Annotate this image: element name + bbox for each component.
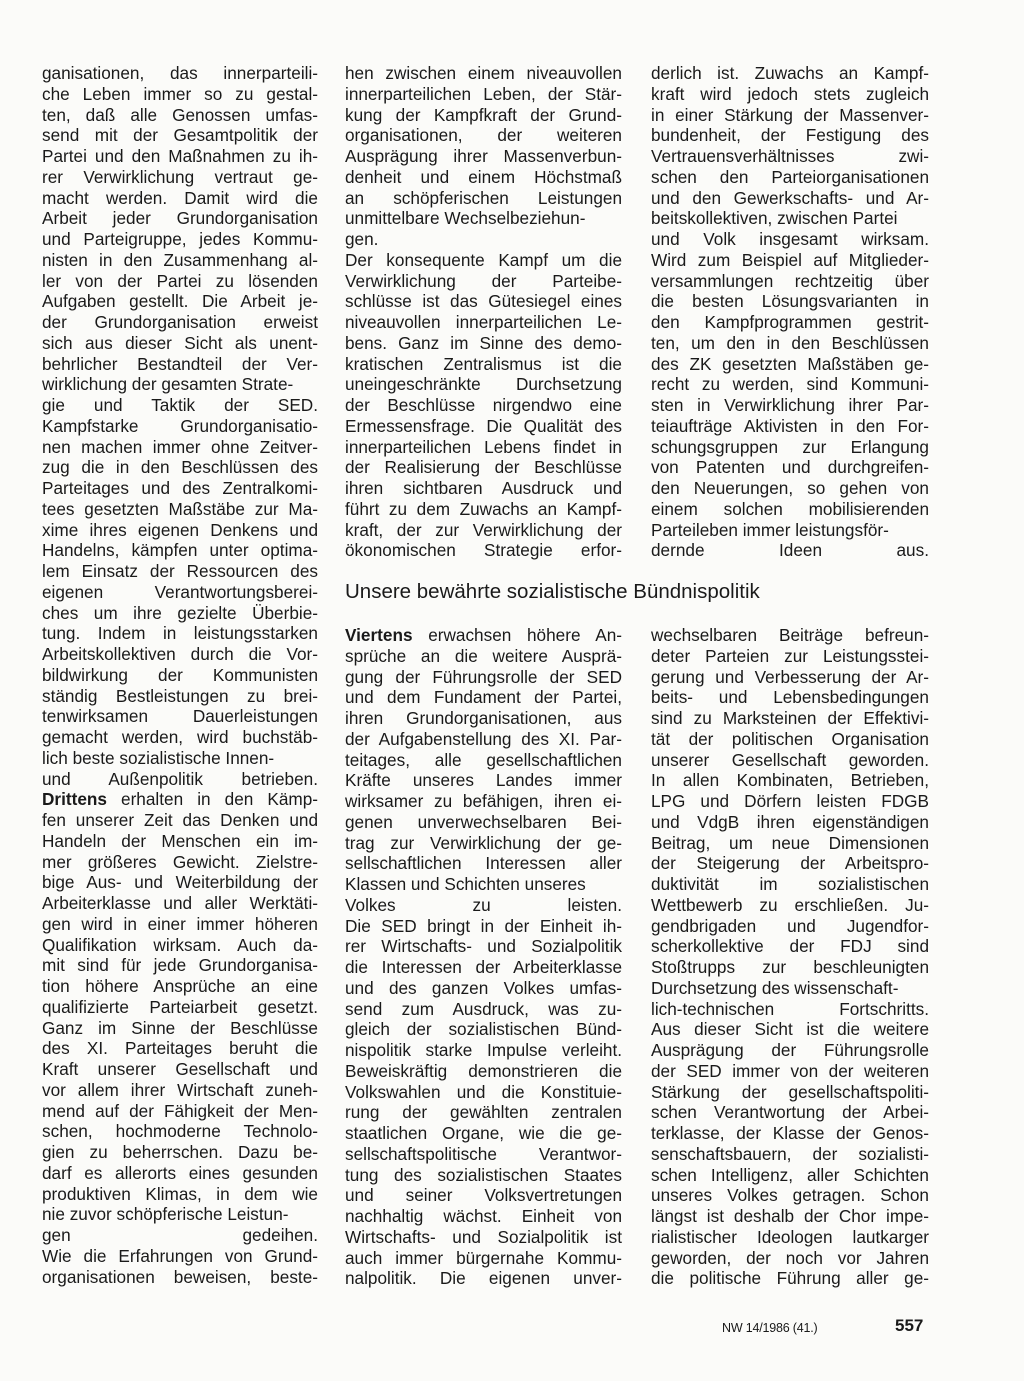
text-line: denheit und einem Höchstmaß (345, 166, 622, 187)
text-line: teitages, alle gesellschaftlichen (345, 749, 622, 770)
text-line: Partei und den Maßnahmen zu ih- (42, 146, 318, 166)
text-line: sind zu Marksteinen der Effektivi- (651, 708, 929, 728)
text-line: der Aufgabenstellung des XI. Par- (345, 728, 622, 749)
text-column-4 (345, 625, 622, 1289)
text-line: kraft wird jedoch stets zugleich (651, 83, 929, 104)
text-line: der SED immer von der weiteren (651, 1060, 929, 1081)
text-column-5 (651, 625, 929, 1289)
text-line: Wie die Erfahrungen von Grund- (42, 1245, 318, 1266)
text-line: Wird zum Beispiel auf Mitglieder- (651, 249, 929, 270)
text-line: Viertens erwachsen höhere An- (345, 625, 622, 645)
text-line: rung der gewählten zentralen (345, 1102, 622, 1123)
text-line: qualifizierte Parteiarbeit gesetzt. (42, 996, 318, 1017)
text-line: produktiven Klimas, in dem wie (42, 1183, 318, 1204)
text-line: bens. Ganz im Sinne des demo- (345, 332, 622, 353)
text-line: rer Wirtschafts- und Sozialpolitik (345, 936, 622, 957)
text-line: lem Einsatz der Ressourcen des (42, 561, 318, 581)
text-line: einem solchen mobilisierenden (651, 498, 929, 519)
text-line: Volkswahlen und die Konstituie- (345, 1081, 622, 1102)
text-line: bundenheit, der Festigung des (651, 125, 929, 146)
text-line: trag zur Verwirklichung der ge- (345, 832, 622, 853)
text-line: xime ihres eigenen Denkens und (42, 519, 318, 540)
text-line: Vertrauensverhältnisses zwi- (651, 146, 929, 166)
section-heading: Unsere bewährte sozialistische Bündnispolitik (345, 580, 760, 603)
text-line: und des ganzen Volkes umfas- (345, 977, 622, 998)
text-line: kung der Kampfkraft der Grund- (345, 104, 622, 125)
text-column-1 (42, 63, 318, 1287)
text-line: sprüche an die weitere Ausprä- (345, 645, 622, 666)
text-line: vor allem ihrer Wirtschaft zuneh- (42, 1079, 318, 1100)
text-line: zug die in den Beschlüssen des (42, 457, 318, 478)
text-line: nisten in den Zusammenhang al- (42, 249, 318, 270)
text-line: Die SED bringt in der Einheit ih- (345, 915, 622, 936)
text-line: der Steigerung der Arbeitspro- (651, 853, 929, 874)
text-line: gung der Führungsrolle der SED (345, 666, 622, 687)
text-line: Arbeitskollektiven durch die Vor- (42, 644, 318, 664)
text-line: lich-technischen Fortschritts. (651, 998, 929, 1019)
text-line: geworden, der noch vor Jahren (651, 1247, 929, 1268)
text-line: versammlungen rechtzeitig über (651, 270, 929, 291)
text-line: sellschaftlichen Interessen aller (345, 853, 622, 874)
text-line: tenwirksamen Dauerleistungen (42, 706, 318, 727)
text-line: organisationen beweisen, beste- (42, 1266, 318, 1287)
text-line: ständig Bestleistungen zu brei- (42, 685, 318, 706)
text-line: schen Intelligenz, aller Schichten (651, 1164, 929, 1185)
text-line: wirksamer zu befähigen, ihren ei- (345, 791, 622, 811)
text-line: Drittens erhalten in den Kämp- (42, 789, 318, 810)
text-line: Volkes zu leisten. (345, 894, 622, 915)
text-line: Beitrag, um neue Dimensionen (651, 832, 929, 853)
text-line: den Neuerungen, so gehen von (651, 478, 929, 498)
text-line: in einer Stärkung der Massenver- (651, 104, 929, 125)
text-line: terklasse, der Klasse der Genos- (651, 1123, 929, 1143)
text-line: die besten Lösungsvarianten in (651, 291, 929, 312)
text-line: send mit der Gesamtpolitik der (42, 125, 318, 146)
text-line: nachhaltig wächst. Einheit von (345, 1206, 622, 1226)
text-line: wirklichung der gesamten Strate- (42, 374, 294, 395)
text-line: ten, daß alle Genossen umfas- (42, 104, 318, 125)
text-line: gemacht werden, wird buchstäb- (42, 727, 318, 747)
text-line: bige Aus- und Weiterbildung der (42, 872, 318, 893)
text-line: duktivität im sozialistischen (651, 874, 929, 894)
text-line: tung des sozialistischen Staates (345, 1164, 622, 1185)
text-line: send zum Ausdruck, was zu- (345, 998, 622, 1019)
text-line: genen unverwechselbaren Bei- (345, 811, 622, 832)
text-line: beits- und Lebensbedingungen (651, 687, 929, 708)
text-line: staatlichen Organe, wie die ge- (345, 1123, 622, 1143)
text-line: senschaftsbauern, der sozialisti- (651, 1143, 929, 1164)
text-line: rialistischer Ideologen lautkarger (651, 1226, 929, 1247)
text-line: Stärkung der gesellschaftspoliti- (651, 1081, 929, 1102)
text-line: gien zu beherrschen. Dazu be- (42, 1142, 318, 1162)
text-line: schen, hochmoderne Technolo- (42, 1121, 318, 1142)
text-line: ihren Grundorganisationen, aus (345, 708, 622, 728)
text-line: gleich der sozialistischen Bünd- (345, 1019, 622, 1040)
text-line: Ganz im Sinne der Beschlüsse (42, 1017, 318, 1038)
text-column-3 (651, 63, 929, 561)
text-line: niveauvollen innerparteilichen Le- (345, 312, 622, 332)
text-line: derlich ist. Zuwachs an Kampf- (651, 63, 929, 83)
text-line: fen unserer Zeit das Denken und (42, 810, 318, 830)
text-line: an schöpferischen Leistungen (345, 187, 622, 208)
text-line: lich beste sozialistische Innen- (42, 747, 275, 768)
text-line: recht zu werden, sind Kommuni- (651, 374, 929, 395)
text-line: des ZK gesetzten Maßstäben ge- (651, 353, 929, 374)
text-line: gie und Taktik der SED. (42, 395, 318, 415)
text-line: tät der politischen Organisation (651, 728, 929, 749)
text-line: der Beschlüsse nirgendwo eine (345, 395, 622, 415)
text-line: Handelns, kämpfen unter optima- (42, 540, 318, 561)
text-line: LPG und Dörfern leisten FDGB (651, 791, 929, 811)
text-line: nalpolitik. Die eigenen unver- (345, 1268, 622, 1289)
text-line: die politische Führung aller ge- (651, 1268, 929, 1289)
text-line: mit sind für jede Grundorganisa- (42, 955, 318, 976)
text-line: deter Parteien zur Leistungsstei- (651, 645, 929, 666)
text-line: macht werden. Damit wird die (42, 187, 318, 208)
text-line: darf es allerorts eines gesunden (42, 1162, 318, 1183)
text-line: führt zu dem Zuwachs an Kampf- (345, 498, 622, 519)
text-line: Ausprägung ihrer Massenverbun- (345, 146, 622, 166)
text-line: teiaufträge Aktivisten in den For- (651, 415, 929, 436)
text-line: kraft, der zur Verwirklichung der (345, 519, 622, 540)
text-line: nispolitik starke Impulse verleiht. (345, 1040, 622, 1060)
text-line: Beweiskräftig demonstrieren die (345, 1060, 622, 1081)
text-line: Qualifikation wirksam. Auch da- (42, 934, 318, 955)
text-line: tion höhere Ansprüche an eine (42, 976, 318, 996)
text-line: von Patenten und durchgreifen- (651, 457, 929, 478)
text-line: Aus dieser Sicht ist die weitere (651, 1019, 929, 1040)
text-line: kratischen Zentralismus ist die (345, 353, 622, 374)
text-line: des XI. Parteitages beruht die (42, 1038, 318, 1059)
text-line: beitskollektiven, zwischen Partei (651, 208, 898, 229)
text-line: sellschaftspolitische Verantwor- (345, 1143, 622, 1164)
page-number: 557 (895, 1316, 924, 1335)
text-line: rer Verwirklichung vertraut ge- (42, 166, 318, 187)
text-line: unserer Gesellschaft geworden. (651, 749, 929, 770)
text-line: Verwirklichung der Parteibe- (345, 270, 622, 291)
text-line: Arbeiterklasse und aller Werktäti- (42, 893, 318, 913)
text-line: innerparteilichen Leben, der Stär- (345, 83, 622, 104)
text-line: ten, um den in den Beschlüssen (651, 332, 929, 353)
text-line: organisationen, der weiteren (345, 125, 622, 146)
text-line: Wettbewerb zu erschließen. Ju- (651, 894, 929, 915)
text-line: nie zuvor schöpferische Leistun- (42, 1204, 289, 1225)
text-line: den Kampfprogrammen gestrit- (651, 312, 929, 332)
text-line: nen machen immer ohne Zeitver- (42, 436, 318, 457)
text-line: gen gedeihen. (42, 1225, 318, 1245)
text-line: schen den Parteiorganisationen (651, 166, 929, 187)
text-line: tees gesetzten Maßstäbe zur Ma- (42, 498, 318, 519)
text-line: und seiner Volksvertretungen (345, 1185, 622, 1206)
text-line: dernde Ideen aus. (651, 540, 929, 561)
text-line: sten in Verwirklichung ihrer Par- (651, 395, 929, 415)
text-line: der Grundorganisation erweist (42, 312, 318, 332)
text-line: sich aus dieser Sicht als unent- (42, 332, 318, 353)
text-line: und Außenpolitik betrieben. (42, 768, 318, 789)
text-line: auch immer bürgernahe Kommu- (345, 1247, 622, 1268)
text-line: Der konsequente Kampf um die (345, 249, 622, 270)
text-line: der Realisierung der Beschlüsse (345, 457, 622, 478)
text-line: die Interessen der Arbeiterklasse (345, 957, 622, 977)
text-line: schungsgruppen zur Erlangung (651, 436, 929, 457)
text-line: bildwirkung der Kommunisten (42, 664, 318, 685)
text-line: längst ist deshalb der Chor impe- (651, 1206, 929, 1226)
text-line: und den Gewerkschafts- und Ar- (651, 187, 929, 208)
issue-reference: NW 14/1986 (41.) (722, 1321, 818, 1335)
text-line: ches um ihre gezielte Überbie- (42, 602, 318, 623)
text-line: gendbrigaden und Jugendfor- (651, 915, 929, 936)
text-line: hen zwischen einem niveauvollen (345, 63, 622, 83)
text-line: Kampfstarke Grundorganisatio- (42, 415, 318, 436)
text-line: und VdgB ihren eigenständigen (651, 811, 929, 832)
text-line: gerung und Verbesserung der Ar- (651, 666, 929, 687)
bold-lead-word: Viertens (345, 625, 413, 645)
text-line: und dem Fundament der Partei, (345, 687, 622, 708)
text-line: innerparteilichen Lebens findet in (345, 436, 622, 457)
text-line: wechselbaren Beiträge befreun- (651, 625, 929, 645)
text-line: ökonomischen Strategie erfor- (345, 540, 622, 561)
text-line: Klassen und Schichten unseres (345, 874, 586, 894)
text-line: Ausprägung der Führungsrolle (651, 1040, 929, 1060)
text-line: gen wird in einer immer höheren (42, 913, 318, 934)
text-line: Wirtschafts- und Sozialpolitik ist (345, 1226, 622, 1247)
text-line: unmittelbare Wechselbeziehun- (345, 208, 586, 229)
text-line: Parteitages und des Zentralkomi- (42, 478, 318, 498)
text-line: schlüsse ist das Gütesiegel eines (345, 291, 622, 312)
text-line: mer größeres Gewicht. Zielstre- (42, 851, 318, 872)
text-line: Parteileben immer leistungsför- (651, 519, 889, 540)
text-line: scherkollektive der FDJ sind (651, 936, 929, 957)
text-line: mend auf der Fähigkeit der Men- (42, 1100, 318, 1121)
text-line: unseres Volkes getragen. Schon (651, 1185, 929, 1206)
text-line: gen. (345, 229, 379, 249)
text-line: ganisationen, das innerparteili- (42, 63, 318, 83)
text-line: und Parteigruppe, jedes Kommu- (42, 229, 318, 249)
text-line: Aufgaben gestellt. Die Arbeit je- (42, 291, 318, 312)
text-line: und Volk insgesamt wirksam. (651, 229, 929, 249)
text-line: eigenen Verantwortungsberei- (42, 581, 318, 602)
text-line: ihren sichtbaren Ausdruck und (345, 478, 622, 498)
text-line: In allen Kombinaten, Betrieben, (651, 770, 929, 791)
bold-lead-word: Drittens (42, 789, 107, 810)
text-line: Ermessensfrage. Die Qualität des (345, 415, 622, 436)
text-line: schen Verantwortung der Arbei- (651, 1102, 929, 1123)
text-line: Kraft unserer Gesellschaft und (42, 1059, 318, 1079)
text-column-2 (345, 63, 622, 561)
text-line: Stoßtrupps zur beschleunigten (651, 957, 929, 977)
text-line: tung. Indem in leistungsstarken (42, 623, 318, 644)
text-line: Handeln der Menschen ein im- (42, 830, 318, 851)
text-line: behrlicher Bestandteil der Ver- (42, 353, 318, 374)
text-line: ler von der Partei zu lösenden (42, 270, 318, 291)
text-line: Arbeit jeder Grundorganisation (42, 208, 318, 229)
text-line: che Leben immer so zu gestal- (42, 83, 318, 104)
text-line: Durchsetzung des wissenschaft- (651, 977, 899, 998)
text-line: Kräfte unseres Landes immer (345, 770, 622, 791)
text-line: uneingeschränkte Durchsetzung (345, 374, 622, 395)
